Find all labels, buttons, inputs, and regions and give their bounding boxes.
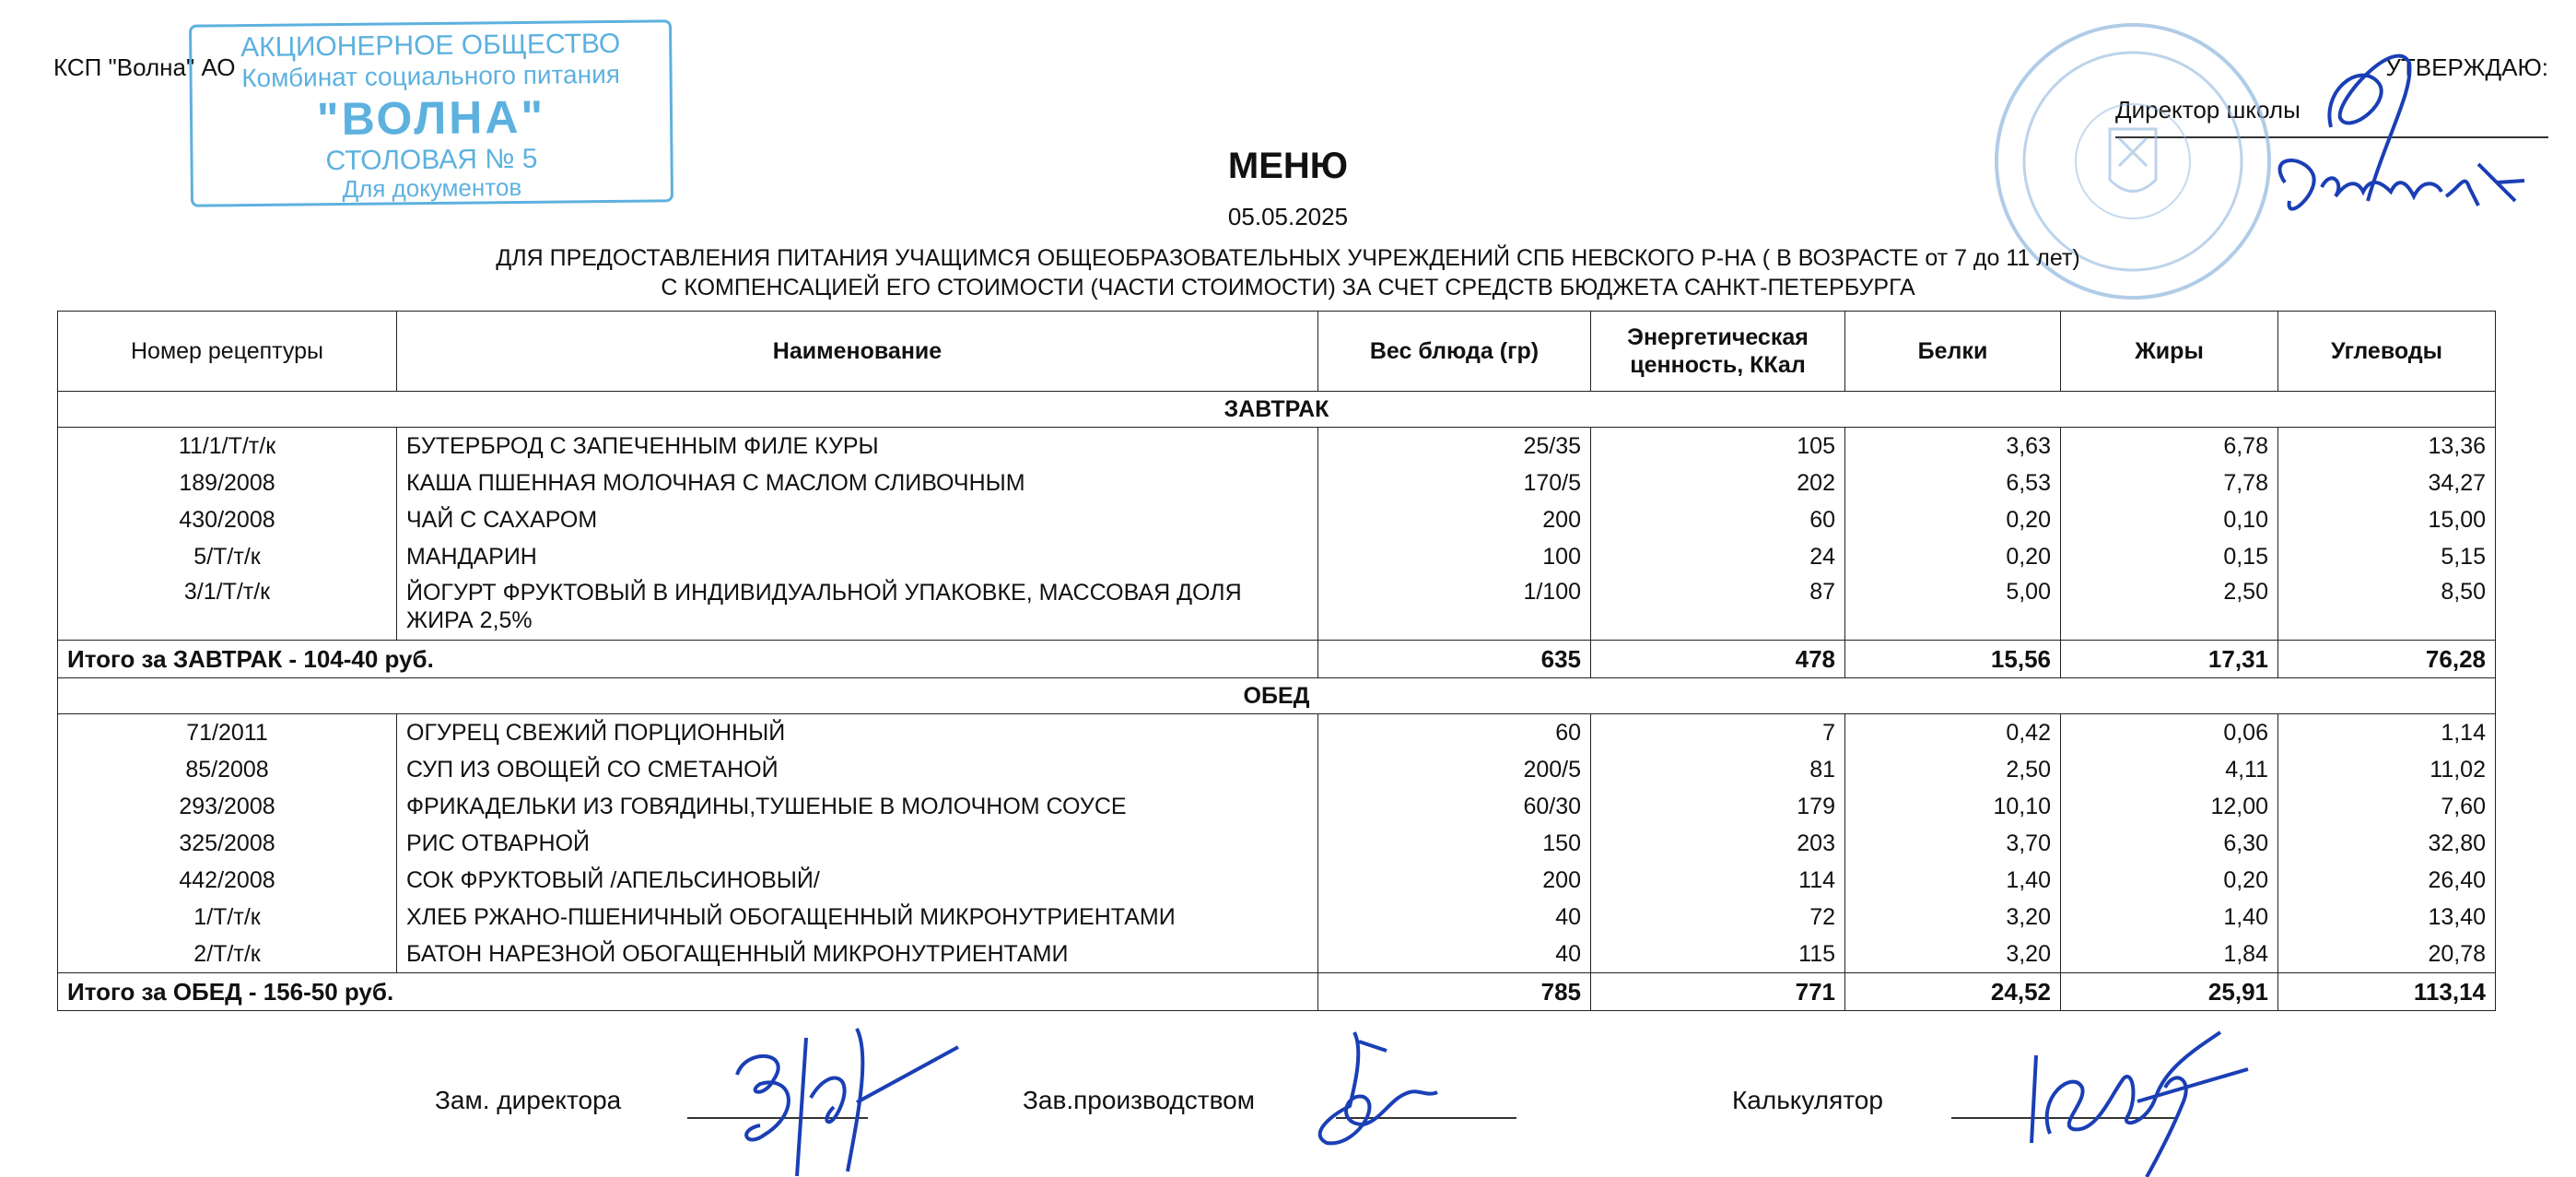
table-row <box>58 788 2496 825</box>
cell-protein: 0,20 <box>1845 501 2061 538</box>
table-row <box>58 465 2496 501</box>
column-header-carbs: Углеводы <box>2278 312 2496 392</box>
cell-carbs: 13,40 <box>2278 899 2496 936</box>
deputy-signature <box>709 1010 1013 1177</box>
column-header-weight: Вес блюда (гр) <box>1318 312 1591 392</box>
total-energy: 771 <box>1591 973 1845 1011</box>
subtitle-line-2: С КОМПЕНСАЦИЕЙ ЕГО СТОИМОСТИ (ЧАСТИ СТОИМОСТИ) ЗА СЧЕТ СРЕДСТВ БЮДЖЕТА САНКТ-ПЕТЕРБУРГА <box>661 275 1915 300</box>
cell-name: КАША ПШЕННАЯ МОЛОЧНАЯ С МАСЛОМ СЛИВОЧНЫМ <box>397 465 1318 501</box>
production-signature-line <box>1336 1117 1516 1119</box>
table-header-row <box>58 312 2496 392</box>
cell-weight: 40 <box>1318 899 1591 936</box>
production-manager-label: Зав.производством <box>1023 1086 1255 1114</box>
cell-carbs: 8,50 <box>2278 575 2496 641</box>
cell-code: 293/2008 <box>58 788 397 825</box>
cell-protein: 3,20 <box>1845 936 2061 973</box>
section-title: ОБЕД <box>58 678 2496 714</box>
total-weight: 635 <box>1318 641 1591 678</box>
cell-code: 325/2008 <box>58 825 397 862</box>
cell-carbs: 15,00 <box>2278 501 2496 538</box>
cell-code: 3/1/Т/т/к <box>58 575 397 641</box>
cell-energy: 72 <box>1591 899 1845 936</box>
table-row <box>58 501 2496 538</box>
cell-fat: 7,78 <box>2061 465 2278 501</box>
cell-energy: 115 <box>1591 936 1845 973</box>
cell-energy: 7 <box>1591 714 1845 752</box>
cell-protein: 6,53 <box>1845 465 2061 501</box>
cell-carbs: 5,15 <box>2278 538 2496 575</box>
cell-carbs: 26,40 <box>2278 862 2496 899</box>
column-header-fat: Жиры <box>2061 312 2278 392</box>
cell-code: 2/Т/т/к <box>58 936 397 973</box>
cell-code: 5/Т/т/к <box>58 538 397 575</box>
director-label: Директор школы <box>2115 96 2301 124</box>
column-header-protein: Белки <box>1845 312 2061 392</box>
cell-carbs: 11,02 <box>2278 751 2496 788</box>
cell-weight: 60/30 <box>1318 788 1591 825</box>
cell-energy: 105 <box>1591 428 1845 465</box>
cell-weight: 1/100 <box>1318 575 1591 641</box>
cell-protein: 3,63 <box>1845 428 2061 465</box>
cell-carbs: 7,60 <box>2278 788 2496 825</box>
cell-protein: 3,70 <box>1845 825 2061 862</box>
total-row-lunch <box>58 973 2496 1011</box>
cell-carbs: 20,78 <box>2278 936 2496 973</box>
cell-code: 189/2008 <box>58 465 397 501</box>
cell-name: ХЛЕБ РЖАНО-ПШЕНИЧНЫЙ ОБОГАЩЕННЫЙ МИКРОНУТРИЕНТАМИ <box>397 899 1318 936</box>
cell-weight: 40 <box>1318 936 1591 973</box>
cell-fat: 1,84 <box>2061 936 2278 973</box>
cell-code: 442/2008 <box>58 862 397 899</box>
table-row <box>58 825 2496 862</box>
stamp-line-1: АКЦИОНЕРНОЕ ОБЩЕСТВО <box>240 28 621 64</box>
total-protein: 15,56 <box>1845 641 2061 678</box>
cell-name: БУТЕРБРОД С ЗАПЕЧЕННЫМ ФИЛЕ КУРЫ <box>397 428 1318 465</box>
cell-energy: 60 <box>1591 501 1845 538</box>
calculator-signature <box>2008 1014 2266 1177</box>
cell-weight: 60 <box>1318 714 1591 752</box>
cell-carbs: 1,14 <box>2278 714 2496 752</box>
section-header-lunch <box>58 678 2496 714</box>
total-row-breakfast <box>58 641 2496 678</box>
cell-protein: 2,50 <box>1845 751 2061 788</box>
cell-fat: 0,10 <box>2061 501 2278 538</box>
cell-code: 1/Т/т/к <box>58 899 397 936</box>
total-fat: 25,91 <box>2061 973 2278 1011</box>
cell-energy: 87 <box>1591 575 1845 641</box>
cell-protein: 1,40 <box>1845 862 2061 899</box>
total-carbs: 76,28 <box>2278 641 2496 678</box>
cell-carbs: 32,80 <box>2278 825 2496 862</box>
table-row <box>58 575 2496 641</box>
cell-protein: 5,00 <box>1845 575 2061 641</box>
cell-name: РИС ОТВАРНОЙ <box>397 825 1318 862</box>
cell-carbs: 13,36 <box>2278 428 2496 465</box>
cell-name: МАНДАРИН <box>397 538 1318 575</box>
cell-name: ЧАЙ С САХАРОМ <box>397 501 1318 538</box>
cell-fat: 6,30 <box>2061 825 2278 862</box>
cell-protein: 3,20 <box>1845 899 2061 936</box>
cell-name: ФРИКАДЕЛЬКИ ИЗ ГОВЯДИНЫ,ТУШЕНЫЕ В МОЛОЧНОМ СОУСЕ <box>397 788 1318 825</box>
cell-fat: 12,00 <box>2061 788 2278 825</box>
section-title: ЗАВТРАК <box>58 392 2496 428</box>
table-row <box>58 936 2496 973</box>
total-protein: 24,52 <box>1845 973 2061 1011</box>
cell-fat: 0,20 <box>2061 862 2278 899</box>
cell-code: 85/2008 <box>58 751 397 788</box>
cell-fat: 6,78 <box>2061 428 2278 465</box>
total-energy: 478 <box>1591 641 1845 678</box>
cell-energy: 203 <box>1591 825 1845 862</box>
table-row <box>58 714 2496 752</box>
table-row <box>58 538 2496 575</box>
production-signature <box>1299 1023 1483 1177</box>
deputy-director-label: Зам. директора <box>435 1086 622 1114</box>
column-header-code: Номер рецептуры <box>58 312 397 392</box>
cell-weight: 100 <box>1318 538 1591 575</box>
cell-fat: 2,50 <box>2061 575 2278 641</box>
document-title: МЕНЮ <box>1227 146 1349 186</box>
cell-fat: 1,40 <box>2061 899 2278 936</box>
cell-code: 71/2011 <box>58 714 397 752</box>
calculator-label: Калькулятор <box>1732 1086 1883 1114</box>
cell-weight: 200 <box>1318 501 1591 538</box>
subtitle-line-1: ДЛЯ ПРЕДОСТАВЛЕНИЯ ПИТАНИЯ УЧАЩИМСЯ ОБЩЕОБРАЗОВАТЕЛЬНЫХ УЧРЕЖДЕНИЙ СПБ НЕВСКОГО Р-НА ( В ВОЗРАСТЕ от 7 до 11 лет) <box>496 245 2080 271</box>
stamp-line-2: Комбинат социального питания <box>241 59 621 93</box>
column-header-energy: Энергетическая ценность, ККал <box>1591 312 1845 392</box>
cell-carbs: 34,27 <box>2278 465 2496 501</box>
cell-fat: 0,06 <box>2061 714 2278 752</box>
cell-protein: 10,10 <box>1845 788 2061 825</box>
cell-energy: 81 <box>1591 751 1845 788</box>
stamp-line-3: "ВОЛНА" <box>316 90 546 146</box>
cell-fat: 0,15 <box>2061 538 2278 575</box>
section-header-breakfast <box>58 392 2496 428</box>
total-label: Итого за ЗАВТРАК - 104-40 руб. <box>58 641 1318 678</box>
approve-label: УТВЕРЖДАЮ: <box>2385 53 2548 81</box>
table-row <box>58 862 2496 899</box>
cell-name: БАТОН НАРЕЗНОЙ ОБОГАЩЕННЫЙ МИКРОНУТРИЕНТАМИ <box>397 936 1318 973</box>
cell-code: 430/2008 <box>58 501 397 538</box>
menu-table <box>57 311 2496 1011</box>
table-row <box>58 428 2496 465</box>
cell-energy: 114 <box>1591 862 1845 899</box>
calculator-signature-line <box>1951 1117 2176 1119</box>
organization-name: КСП "Волна" АО <box>53 53 236 81</box>
stamp-line-5: Для документов <box>342 172 522 204</box>
cell-name: ЙОГУРТ ФРУКТОВЫЙ В ИНДИВИДУАЛЬНОЙ УПАКОВКЕ, МАССОВАЯ ДОЛЯ ЖИРА 2,5% <box>397 575 1318 641</box>
cell-weight: 25/35 <box>1318 428 1591 465</box>
column-header-name: Наименование <box>397 312 1318 392</box>
cell-energy: 179 <box>1591 788 1845 825</box>
cell-weight: 170/5 <box>1318 465 1591 501</box>
cell-weight: 200/5 <box>1318 751 1591 788</box>
cell-protein: 0,20 <box>1845 538 2061 575</box>
cell-energy: 202 <box>1591 465 1845 501</box>
cell-name: СОК ФРУКТОВЫЙ /АПЕЛЬСИНОВЫЙ/ <box>397 862 1318 899</box>
menu-date: 05.05.2025 <box>1227 203 1349 230</box>
cell-weight: 150 <box>1318 825 1591 862</box>
stamp-line-4: СТОЛОВАЯ № 5 <box>325 143 538 177</box>
cell-code: 11/1/Т/т/к <box>58 428 397 465</box>
table-row <box>58 751 2496 788</box>
table-row <box>58 899 2496 936</box>
total-label: Итого за ОБЕД - 156-50 руб. <box>58 973 1318 1011</box>
cell-fat: 4,11 <box>2061 751 2278 788</box>
cell-name: ОГУРЕЦ СВЕЖИЙ ПОРЦИОННЫЙ <box>397 714 1318 752</box>
total-fat: 17,31 <box>2061 641 2278 678</box>
deputy-signature-line <box>687 1117 868 1119</box>
cell-protein: 0,42 <box>1845 714 2061 752</box>
cell-energy: 24 <box>1591 538 1845 575</box>
total-carbs: 113,14 <box>2278 973 2496 1011</box>
total-weight: 785 <box>1318 973 1591 1011</box>
cell-weight: 200 <box>1318 862 1591 899</box>
cell-name: СУП ИЗ ОВОЩЕЙ СО СМЕТАНОЙ <box>397 751 1318 788</box>
